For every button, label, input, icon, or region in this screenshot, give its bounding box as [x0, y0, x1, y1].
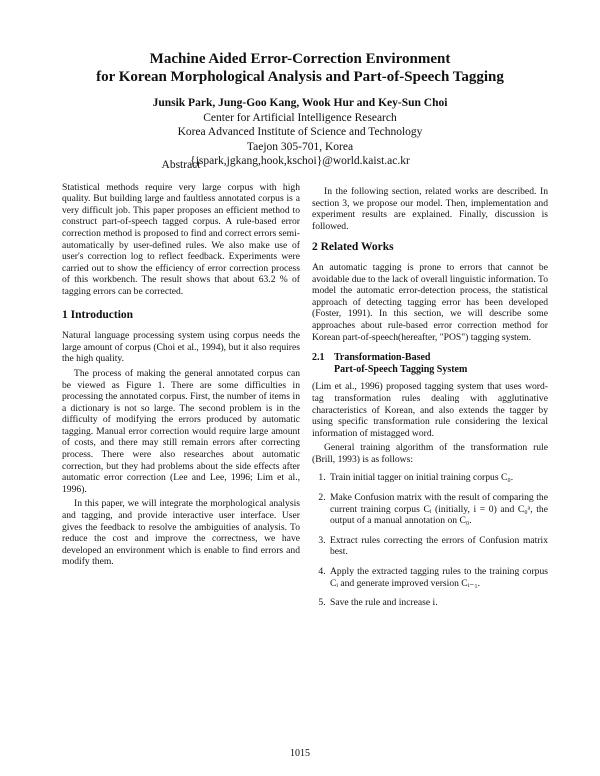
title-line-2: for Korean Morphological Analysis and Part-of-Speech Tagging: [96, 69, 504, 85]
training-step-4: 4. Apply the extracted tagging rules to the training corpus Cᵢ and generate improved version Cᵢ₋₁.: [328, 566, 548, 589]
affiliation-1: Center for Artificial Intelligence Research: [203, 111, 397, 124]
right-column: [312, 160, 548, 617]
page-number: 1015: [290, 748, 310, 759]
intro-paragraph-2: The process of making the general annotated corpus can be viewed as Figure 1. There are some difficulties in processing the annotated corpus. First, the number of items in a dictionary is not so large. The second problem is in the difficulty of modifying the errors produced by automatic tagging. Manual error correction would require large amount of costs, and there may still remain errors after correcting process. There were also researches about automatic correction, but they had problems about the side effects after automatic error correction (Lee and Lee, 1996; Lim et al., 1996).: [62, 367, 300, 495]
related-works-heading: 2 Related Works: [312, 241, 394, 254]
subsection-title-1: Transformation-Based: [334, 352, 431, 364]
abstract-heading: Abstract: [161, 159, 201, 171]
paper-title: [40, 50, 560, 86]
training-steps-list: [312, 472, 548, 608]
intro-paragraph-3: In this paper, we will integrate the morphological analysis and tagging, and provide interactive user interface. User gives the feedback to resolve the ambiguities of analysis. To reduce the cost and improve the correctness, we have developed an environment which is enable to find errors and modify them.: [62, 498, 300, 568]
affiliation-3: Taejon 305-701, Korea: [246, 140, 354, 153]
training-step-1: 1. Train initial tagger on initial training corpus C₀.: [328, 472, 548, 484]
subsection-number: 2.1: [312, 352, 325, 364]
title-line-1: Machine Aided Error-Correction Environment: [149, 51, 451, 67]
training-step-2: 2. Make Confusion matrix with the result of comparing the current training corpus Cᵢ (initially, i = 0) and C₀ᵃ, the output of a manual annotation on C₀.: [328, 492, 548, 527]
author-block: [40, 96, 560, 169]
author-names: Junsik Park, Jung-Goo Kang, Wook Hur and Key-Sun Choi: [152, 97, 448, 109]
subsection-title-2: Part-of-Speech Tagging System: [334, 363, 468, 375]
author-email: {jspark,jgkang,hook,kschoi}@world.kaist.ac.kr: [190, 155, 410, 167]
subsection-paragraph-2: General training algorithm of the transformation rule (Brill, 1993) is as follows:: [312, 442, 548, 465]
subsection-paragraph-1: (Lim et al., 1996) proposed tagging system that uses word-tag transformation rules dealing with agglutinative characteristics of Korean, and also extends the tagger by using specific transformation rule considering the lexical information of mistagged word.: [312, 381, 548, 439]
training-step-3: 3. Extract rules correcting the errors of Confusion matrix best.: [328, 535, 548, 558]
training-step-5: 5. Save the rule and increase i.: [328, 597, 548, 609]
related-works-paragraph: An automatic tagging is prone to errors that cannot be avoidable due to the lack of overall linguistic information. To model the automatic error-detection process, the statistical approach of detecting tagging error has been developed (Foster, 1991). In this section, we will describe some approaches about rule-based error correction method for Korean part-of-speech(hereafter, "POS") tagging system.: [312, 261, 548, 343]
left-column: [62, 160, 300, 568]
subsection-heading: [312, 352, 548, 375]
intro-paragraph-1: Natural language processing system using corpus needs the large amount of corpus (Choi et al., 1994), but it also requires the high quality.: [62, 330, 300, 365]
outline-paragraph: In the following section, related works are described. In section 3, we propose our model. Then, implementation and experiment results are explained. Finally, discussion is followed.: [312, 186, 548, 232]
abstract-text: Statistical methods require very large corpus with high quality. But building large and faultless annotated corpus is a very difficult job. This paper proposes an efficient method to construct part-of-speech tagged corpus. A rule-based error correction method is proposed to find and correct errors semi-automatically by user-defined rules. We also make use of user's correction log to reflect feedback. Experiments were carried out to show the efficiency of error correction process of this workbench. The result shows that about 63.2 % of tagging errors can be corrected.: [62, 181, 300, 297]
intro-heading: 1 Introduction: [62, 308, 134, 321]
affiliation-2: Korea Advanced Institute of Science and Technology: [177, 126, 423, 138]
